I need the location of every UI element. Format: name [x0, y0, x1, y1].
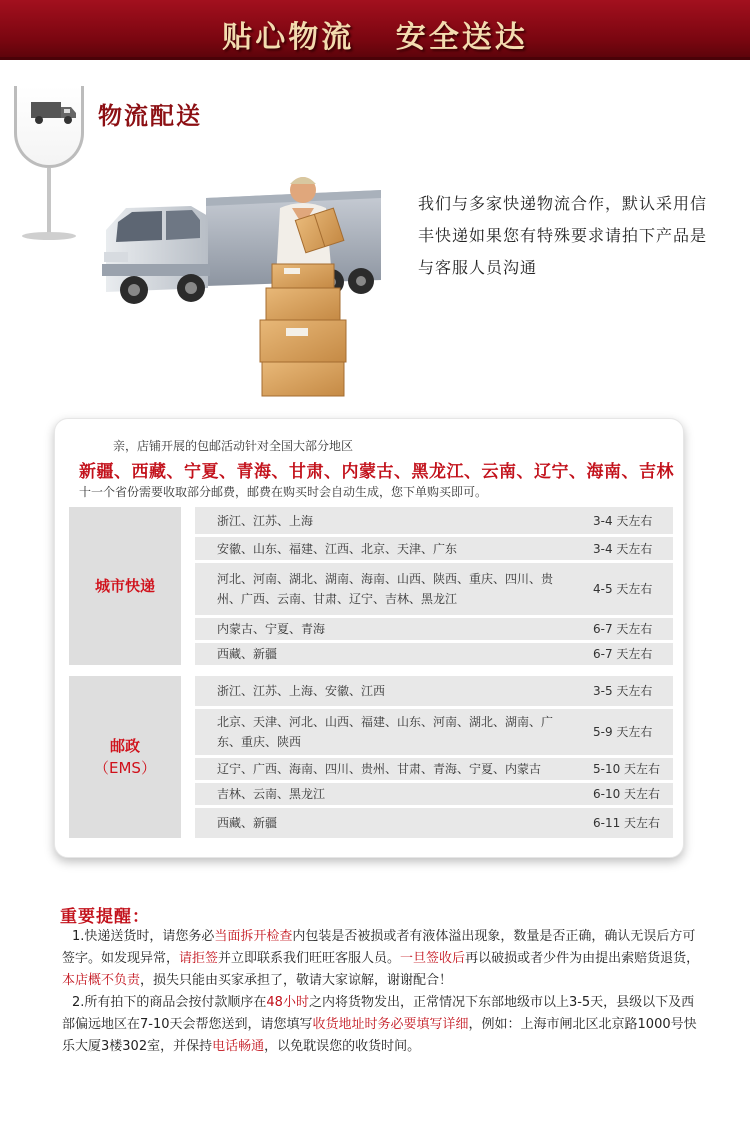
group-label	[69, 676, 181, 838]
ems-group	[69, 676, 673, 838]
table-row	[195, 537, 673, 560]
row-areas: 吉林、云南、黑龙江	[217, 787, 326, 801]
table-row	[195, 676, 673, 706]
table-row	[195, 643, 673, 665]
row-areas: 安徽、山东、福建、江西、北京、天津、广东	[217, 542, 458, 556]
group-label-text: 城市快递	[94, 577, 155, 595]
text: 并立即联系我们旺旺客服人员。	[218, 951, 401, 966]
row-days: 3-4 天左右	[593, 514, 653, 528]
highlight: 一旦签收后	[400, 951, 466, 966]
highlight: 48小时	[266, 995, 309, 1010]
table-row	[195, 808, 673, 838]
table-row	[195, 507, 673, 534]
highlight: 电话畅通	[212, 1039, 265, 1054]
highlight: 收货地址时务必要填写详细	[312, 1017, 469, 1032]
highlight: 当面拆开检查	[214, 929, 293, 944]
row-days: 6-11 天左右	[593, 816, 661, 830]
row-days: 6-7 天左右	[593, 647, 653, 661]
row-areas: 浙江、江苏、上海	[217, 514, 314, 528]
row-days: 3-5 天左右	[593, 684, 653, 698]
row-days: 6-10 天左右	[593, 787, 661, 801]
delivery-illustration	[96, 168, 381, 398]
banner-title-left: 贴心物流	[222, 20, 355, 55]
goblet-bowl	[14, 86, 84, 168]
group-label	[69, 507, 181, 665]
row-days: 5-9 天左右	[593, 725, 653, 739]
important-title: 重要提醒：	[60, 907, 150, 927]
table-row	[195, 618, 673, 640]
city-express-group	[69, 507, 673, 665]
text: 1.快递送货时，请您务必	[72, 929, 215, 944]
excluded-regions: 新疆、西藏、宁夏、青海、甘肃、内蒙古、黑龙江、云南、辽宁、海南、吉林	[79, 462, 674, 482]
row-days: 3-4 天左右	[593, 542, 653, 556]
highlight: 本店概不负责	[62, 973, 141, 988]
row-areas: 西藏、新疆	[217, 816, 278, 830]
shipping-card	[54, 418, 684, 858]
text: 之内将货物发出，正常情况下东部地级市以上3-5天，县级以下及西部偏远地区在7-10天会帮您送到，请您填写	[62, 995, 695, 1032]
row-areas: 河北、河南、湖北、湖南、海南、山西、陕西、重庆、四川、贵州、广西、云南、甘肃、辽宁、吉林、黑龙江	[217, 572, 554, 606]
text: ，以免耽误您的收货时间。	[264, 1039, 421, 1054]
truck-icon	[31, 100, 77, 126]
intro-text: 我们与多家快递物流合作，默认采用信丰快递如果您有特殊要求请拍下产品是与客服人员沟通	[418, 194, 708, 277]
delivery-time-table	[69, 507, 673, 841]
banner-title	[0, 12, 750, 56]
row-areas: 北京、天津、河北、山西、福建、山东、河南、湖北、湖南、广东、重庆、陕西	[217, 715, 554, 749]
text: 内包装是否被损或者有液体溢出现象，数量是否正确，确认无误后方可签字。如发现异常，	[62, 929, 696, 966]
text: 2.所有拍下的商品会按付款顺序在	[72, 995, 267, 1010]
row-areas: 西藏、新疆	[217, 647, 278, 661]
top-banner	[0, 0, 750, 60]
highlight: 请拒签	[179, 951, 219, 966]
table-row	[195, 783, 673, 805]
free-shipping-notice: 亲，店铺开展的包邮活动针对全国大部分地区	[113, 439, 354, 453]
goblet-stem	[47, 168, 51, 234]
row-areas: 内蒙古、宁夏、青海	[217, 622, 326, 636]
goblet-icon	[14, 86, 84, 246]
row-areas: 浙江、江苏、上海、安徽、江西	[217, 684, 386, 698]
row-days: 6-7 天左右	[593, 622, 653, 636]
banner-title-right: 安全送达	[395, 20, 528, 55]
group-label-sub: （EMS）	[94, 759, 156, 777]
text: 再以破损或者少件为由提出索赔货退货，	[465, 951, 700, 966]
reminder-paragraph-1	[62, 926, 702, 992]
row-days: 5-10 天左右	[593, 762, 661, 776]
text: ，例如：上海市闸北区北京路1000号快乐大厦3楼302室，并保持	[62, 1017, 697, 1054]
goblet-base	[22, 232, 76, 240]
section-heading: 物流配送	[98, 102, 202, 130]
shipping-fee-notice: 十一个省份需要收取部分邮费，邮费在购买时会自动生成，您下单购买即可。	[79, 485, 488, 499]
table-row	[195, 563, 673, 615]
table-row	[195, 758, 673, 780]
row-days: 4-5 天左右	[593, 582, 653, 596]
text: ，损失只能由买家承担了，敬请大家谅解，谢谢配合！	[140, 973, 453, 988]
row-areas: 辽宁、广西、海南、四川、贵州、甘肃、青海、宁夏、内蒙古	[217, 762, 542, 776]
reminder-paragraph-2	[62, 992, 702, 1058]
group-label-text: 邮政	[109, 737, 140, 755]
table-row	[195, 709, 673, 755]
